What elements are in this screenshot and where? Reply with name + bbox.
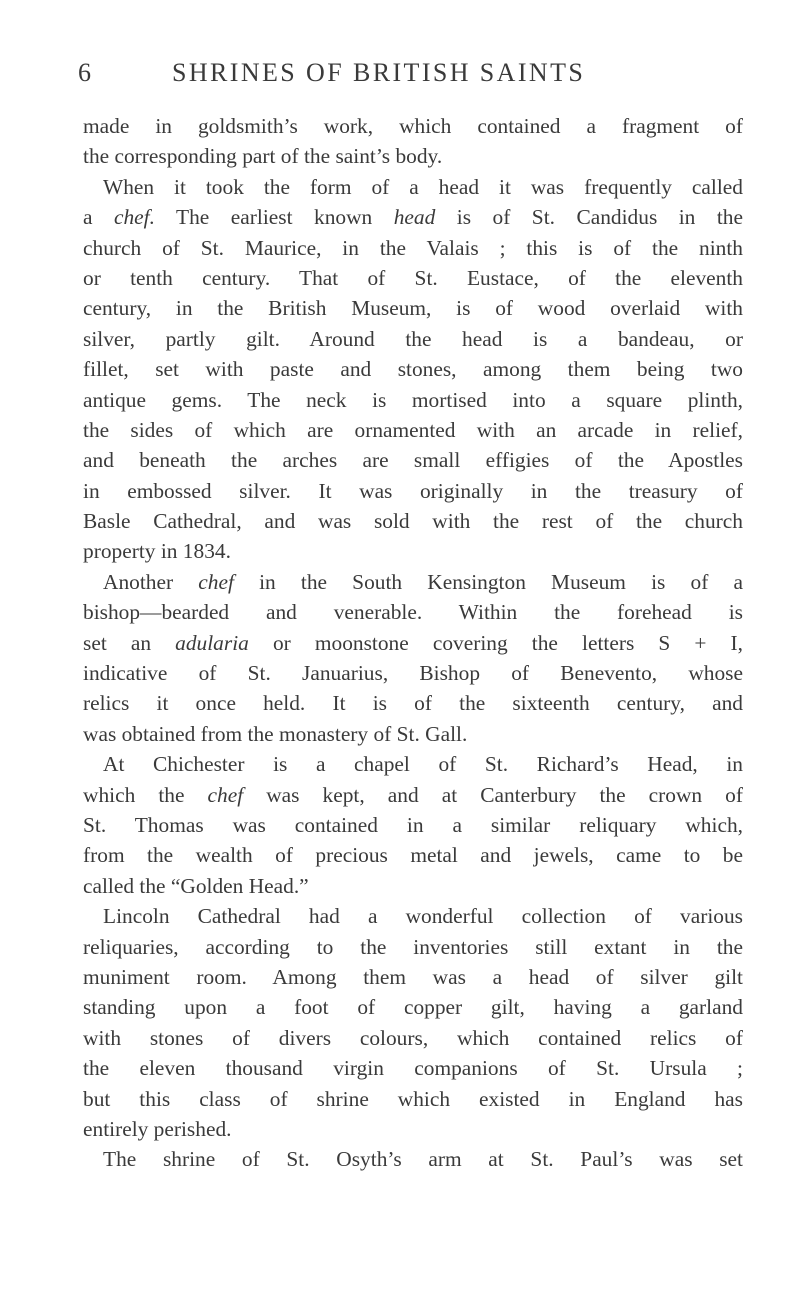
italic-term: chef — [207, 782, 244, 807]
text-line: reliquaries, according to the inventories still extant in the — [83, 934, 743, 959]
text-line: with stones of divers colours, which contained relics of — [83, 1025, 743, 1050]
text-line: from the wealth of precious metal and jewels, came to be — [83, 843, 743, 868]
text-line: the eleven thousand virgin companions of St. Ursula ; — [83, 1056, 743, 1081]
running-head: SHRINES OF BRITISH SAINTS — [172, 58, 586, 87]
italic-term: chef. — [113, 205, 155, 230]
text-line: entirely perished. — [83, 1116, 232, 1141]
text-line: When it took the form of a head it was frequently called — [103, 174, 743, 199]
text-line: antique gems. The neck is mortised into a square plinth, — [83, 387, 743, 412]
text-line: but this class of shrine which existed in England has — [83, 1086, 743, 1111]
text-line: fillet, set with paste and stones, among them being two — [83, 357, 743, 382]
text-line: Basle Cathedral, and was sold with the rest of the church — [83, 509, 743, 534]
text-line: property in 1834. — [83, 539, 231, 564]
italic-term: chef — [198, 569, 234, 594]
text-line: made in goldsmith’s work, which contained a fragment of — [83, 114, 743, 138]
text-line: At Chichester is a chapel of St. Richard’s Head, in — [103, 752, 743, 777]
text-line: indicative of St. Januarius, Bishop of Benevento, whose — [83, 661, 743, 686]
text-line: bishop—bearded and venerable. Within the forehead is — [83, 600, 743, 625]
text-line: was obtained from the monastery of St. Gall. — [83, 721, 468, 746]
text-line: church of St. Maurice, in the Valais ; this is of the ninth — [83, 235, 743, 260]
text-line: the sides of which are ornamented with an arcade in relief, — [83, 417, 743, 442]
text-line: Another chef in the South Kensington Museum is of a — [103, 569, 743, 594]
text-line: in embossed silver. It was originally in the treasury of — [83, 478, 743, 503]
text-line: St. Thomas was contained in a similar reliquary which, — [83, 812, 743, 837]
text-line: Lincoln Cathedral had a wonderful collection of various — [103, 904, 743, 929]
text-line: silver, partly gilt. Around the head is a bandeau, or — [83, 326, 743, 351]
text-line: relics it once held. It is of the sixteenth century, and — [83, 691, 743, 716]
text-line: the corresponding part of the saint’s body. — [83, 144, 443, 169]
text-line: and beneath the arches are small effigies of the Apostles — [83, 448, 743, 473]
text-line: century, in the British Museum, is of wood overlaid with — [83, 296, 743, 321]
italic-term: adularia — [175, 630, 249, 655]
body-text — [83, 111, 743, 1175]
italic-term: head — [393, 205, 436, 230]
text-line: muniment room. Among them was a head of silver gilt — [83, 964, 743, 989]
text-line: set an adularia or moonstone covering the letters S + I, — [83, 630, 743, 655]
text-line: or tenth century. That of St. Eustace, of the eleventh — [83, 265, 743, 290]
text-line: The shrine of St. Osyth’s arm at St. Paul’s was set — [103, 1147, 743, 1172]
text-line: which the chef was kept, and at Canterbury the crown of — [83, 782, 744, 807]
text-line: a chef. The earliest known head is of St. Candidus in the — [83, 205, 743, 230]
text-line: called the “Golden Head.” — [83, 873, 309, 898]
page-number: 6 — [78, 58, 92, 87]
text-line: standing upon a foot of copper gilt, having a garland — [83, 995, 743, 1020]
page-header — [78, 58, 738, 92]
